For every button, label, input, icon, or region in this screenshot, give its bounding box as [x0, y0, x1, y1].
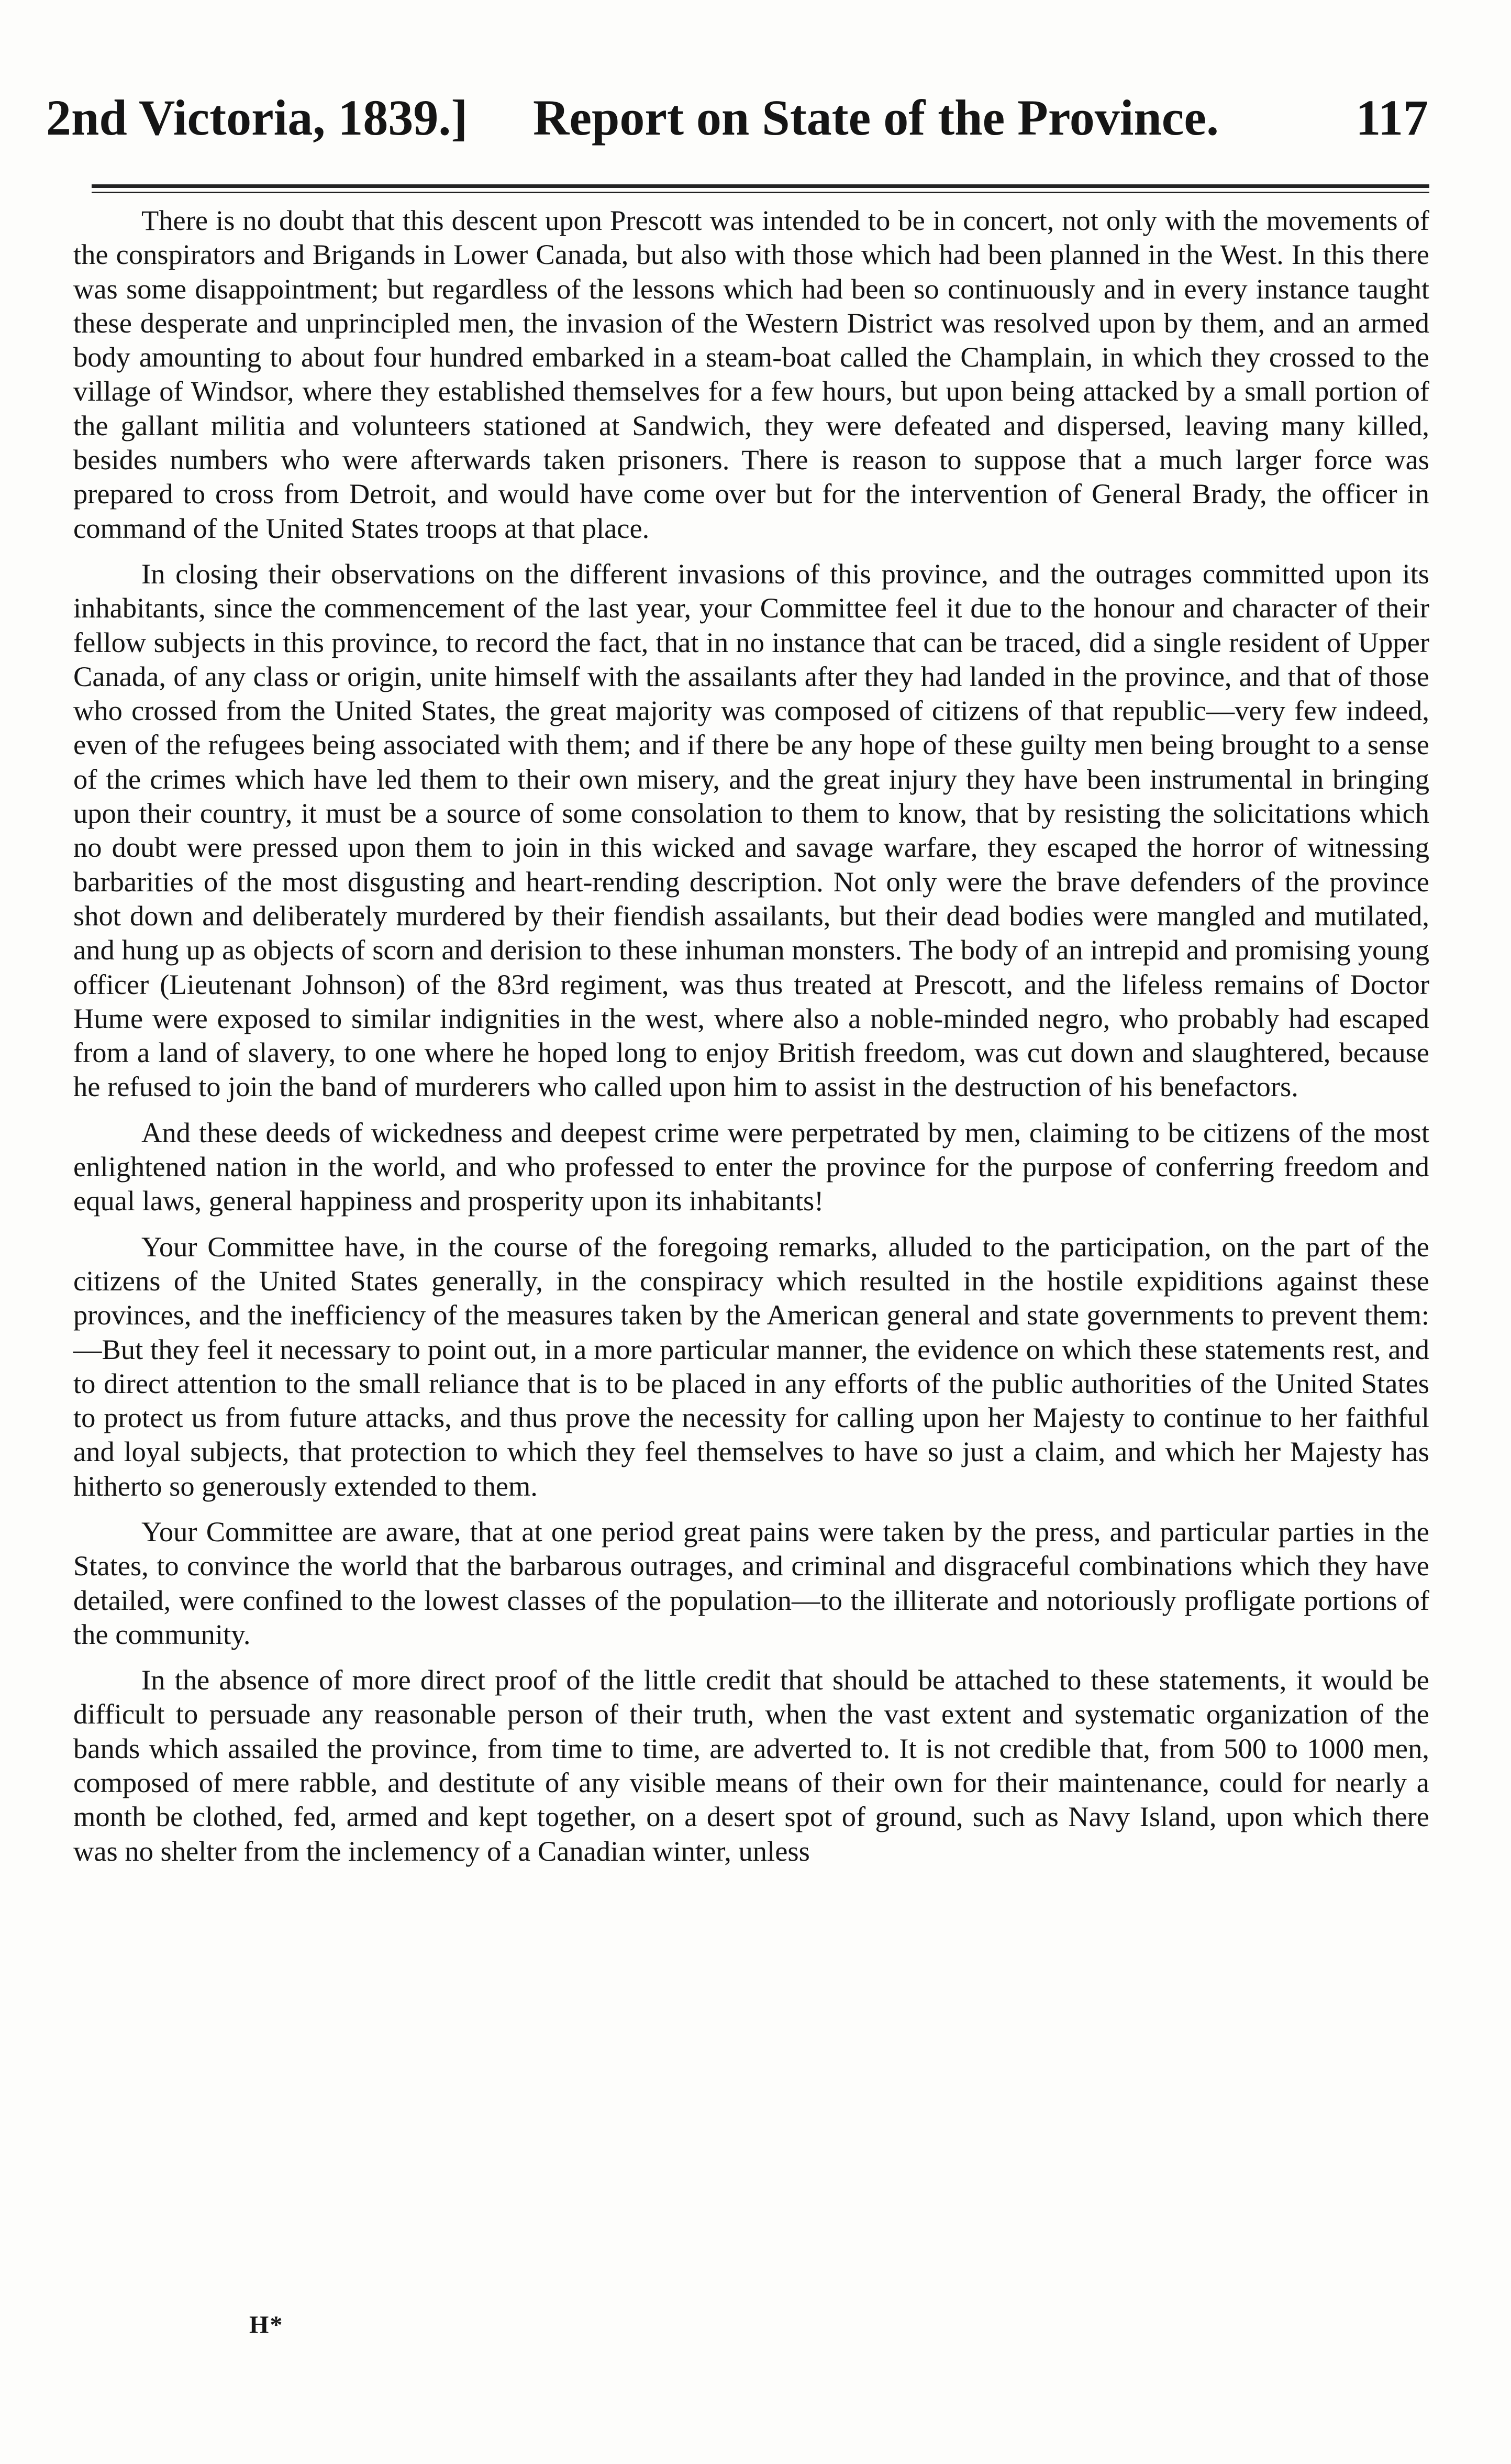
- header-rule-thick: [92, 184, 1429, 188]
- header-title: Report on State of the Province.: [533, 90, 1219, 146]
- paragraph: Your Committee have, in the course of the foregoing remarks, alluded to the participation, on the part of the citizens of the United States generally, in the conspiracy which resulted in the hostile expiditions against these provinces, and the inefficiency of the measures taken by the American general and state governments to prevent them:—But they feel it necessary to point out, in a more particular manner, the evidence on which these statements rest, and to direct attention to the small reliance that is to be placed in any efforts of the public authorities of the United States to protect us from future attacks, and thus prove the necessity for calling upon her Majesty to continue to her faithful and loyal subjects, that protection to which they feel themselves to have so just a claim, and which her Majesty has hitherto so generously extended to them.: [73, 1230, 1429, 1502]
- running-header: [46, 84, 1428, 152]
- page-number: 117: [1356, 90, 1428, 146]
- paragraph: There is no doubt that this descent upon Prescott was intended to be in concert, not only with the movements of the conspirators and Brigands in Lower Canada, but also with those which had been planned in the West. In this there was some disappointment; but regardless of the lessons which had been so continuously and in every instance taught these desperate and unprincipled men, the invasion of the Western District was resolved upon by them, and an armed body amounting to about four hundred embarked in a steam-boat called the Champlain, in which they crossed to the village of Windsor, where they established themselves for a few hours, but upon being attacked by a small portion of the gallant militia and volunteers stationed at Sandwich, they were defeated and dispersed, leaving many killed, besides numbers who were afterwards taken prisoners. There is reason to suppose that a much larger force was prepared to cross from Detroit, and would have come over but for the intervention of General Brady, the officer in command of the United States troops at that place.: [73, 204, 1429, 544]
- paragraph: And these deeds of wickedness and deepest crime were perpetrated by men, claiming to be citizens of the most enlightened nation in the world, and who professed to enter the province for the purpose of conferring freedom and equal laws, general happiness and prosperity upon its inhabitants!: [73, 1116, 1429, 1217]
- paragraph: In the absence of more direct proof of the little credit that should be attached to these statements, it would be difficult to persuade any reasonable person of their truth, when the vast extent and systematic organization of the bands which assailed the province, from time to time, are adverted to. It is not credible that, from 500 to 1000 men, composed of mere rabble, and destitute of any visible means of their own for their maintenance, could for nearly a month be clothed, fed, armed and kept together, on a desert spot of ground, such as Navy Island, upon which there was no shelter from the inclemency of a Canadian winter, unless: [73, 1664, 1429, 1867]
- body-text: [73, 203, 1429, 1880]
- header-reign-year: 2nd Victoria, 1839.]: [46, 90, 468, 146]
- signature-mark: H*: [249, 2311, 284, 2339]
- paragraph: In closing their observations on the different invasions of this province, and the outrages committed upon its inhabitants, since the commencement of the last year, your Committee feel it due to the honour and character of their fellow subjects in this province, to record the fact, that in no instance that can be traced, did a single resident of Upper Canada, of any class or origin, unite himself with the assailants after they had landed in the province, and that of those who crossed from the United States, the great majority was composed of citizens of that republic—very few indeed, even of the refugees being associated with them; and if there be any hope of these guilty men being brought to a sense of the crimes which have led them to their own misery, and the great injury they have been instrumental in bringing upon their country, it must be a source of some consolation to them to know, that by resisting the solicitations which no doubt were pressed upon them to join in this wicked and savage warfare, they escaped the horror of witnessing barbarities of the most disgusting and heart-rending description. Not only were the brave defenders of the province shot down and deliberately murdered by their fiendish assailants, but their dead bodies were mangled and mutilated, and hung up as objects of scorn and derision to these inhuman monsters. The body of an intrepid and promising young officer (Lieutenant Johnson) of the 83rd regiment, was thus treated at Prescott, and the lifeless remains of Doctor Hume were exposed to similar indignities in the west, where also a noble-minded negro, who probably had escaped from a land of slavery, to one where he hoped long to enjoy British freedom, was cut down and slaughtered, because he refused to join the band of murderers who called upon him to assist in the destruction of his benefactors.: [73, 557, 1429, 1103]
- header-rule-thin: [92, 192, 1429, 193]
- paragraph: Your Committee are aware, that at one period great pains were taken by the press, and particular parties in the States, to convince the world that the barbarous outrages, and criminal and disgraceful combinations which they have detailed, were confined to the lowest classes of the population—to the illiterate and notoriously profligate portions of the community.: [73, 1515, 1429, 1650]
